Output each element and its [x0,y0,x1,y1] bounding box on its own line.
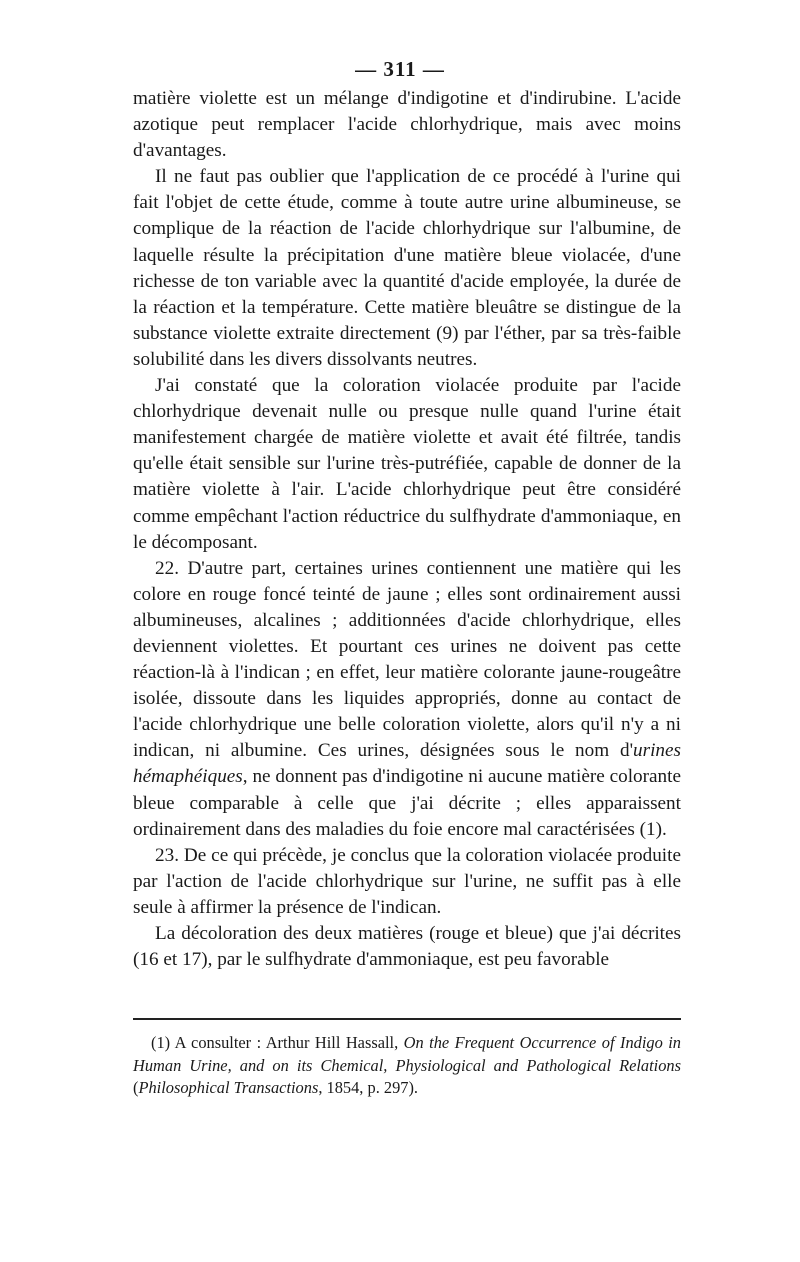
footnote-text-a: (1) A consulter : Arthur Hill Hassall, [151,1033,404,1052]
footnote-text-b: ( [133,1078,139,1097]
paragraph-22-text-b: , ne donnent pas d'indigotine ni aucune matière colorante bleue comparable à celle que j'ai décrite ; elles apparaissent ordinairement dans des maladies du foie encore mal caractérisées (1). [133,766,681,840]
page-number: — 311 — [355,57,445,81]
footnote-divider [133,1018,681,1020]
footnote-paragraph [133,1032,681,1100]
paragraph-last-text: La décoloration des deux matières (rouge et bleue) que j'ai décrites (16 et 17), par le sulfhydrate d'ammoniaque, est peu favorable [133,923,681,971]
footnote-journal: Philosophical Transactions [138,1078,319,1097]
paragraph-1 [133,86,681,164]
footnote-text-c: , 1854, p. 297). [318,1078,419,1097]
paragraph-2 [133,164,681,373]
paragraph-2-text: Il ne faut pas oublier que l'application de ce procédé à l'urine qui fait l'objet de cette étude, comme à toute autre urine albumineuse, se complique de la réaction de l'acide chlorhydrique sur l'albumine, de laquelle résulte la précipitation d'une matière bleue violacée, d'une richesse de ton variable avec la quantité d'acide employée, la durée de la réaction et la température. Cette matière bleuâtre se distingue de la substance violette extraite directement (9) par l'éther, par sa très-faible solubilité dans les divers dissolvants neutres. [133,166,681,370]
paragraph-3 [133,373,681,556]
body-text [133,86,681,973]
paragraph-22 [133,556,681,843]
paragraph-23 [133,843,681,921]
footnote [133,1032,681,1100]
footnote-title: On the Frequent Occurrence of Indigo in Human Urine, and on its Chemical, Physiological and Pathological Relations [133,1033,681,1075]
paragraph-22-text-a: 22. D'autre part, certaines urines contiennent une matière qui les colore en rouge foncé teinté de jaune ; elles sont ordinairement aussi albumineuses, alcalines ; additionnées d'acide chlorhydrique, elles deviennent violettes. Et pourtant ces urines ne doivent pas cette réaction-là à l'indican ; en effet, leur matière colorante jaune-rougeâtre isolée, dissoute dans les liquides appropriés, donne au contact de l'acide chlorhydrique une belle coloration violette, alors qu'il n'y a ni indican, ni albumine. Ces urines, désignées sous le nom d' [133,557,681,762]
paragraph-22-italic-term: urines hémaphéiques [133,740,681,788]
paragraph-1-text: matière violette est un mélange d'indigotine et d'indirubine. L'acide azotique peut remplacer l'acide chlorhydrique, mais avec moins d'avantages. [133,88,681,162]
paragraph-3-text: J'ai constaté que la coloration violacée produite par l'acide chlorhydrique devenait nulle ou presque nulle quand l'urine était manifestement chargée de matière violette et avait été filtrée, tandis qu'elle était sensible sur l'urine très-putréfiée, capable de donner de la matière violette à l'air. L'acide chlorhydrique peut être considéré comme empêchant l'action réductrice du sulfhydrate d'ammoniaque, en le décomposant. [133,375,681,553]
paragraph-last [133,921,681,973]
paragraph-23-text: 23. De ce qui précède, je conclus que la coloration violacée produite par l'action de l'acide chlorhydrique sur l'urine, ne suffit pas à elle seule à affirmer la présence de l'indican. [133,844,681,918]
